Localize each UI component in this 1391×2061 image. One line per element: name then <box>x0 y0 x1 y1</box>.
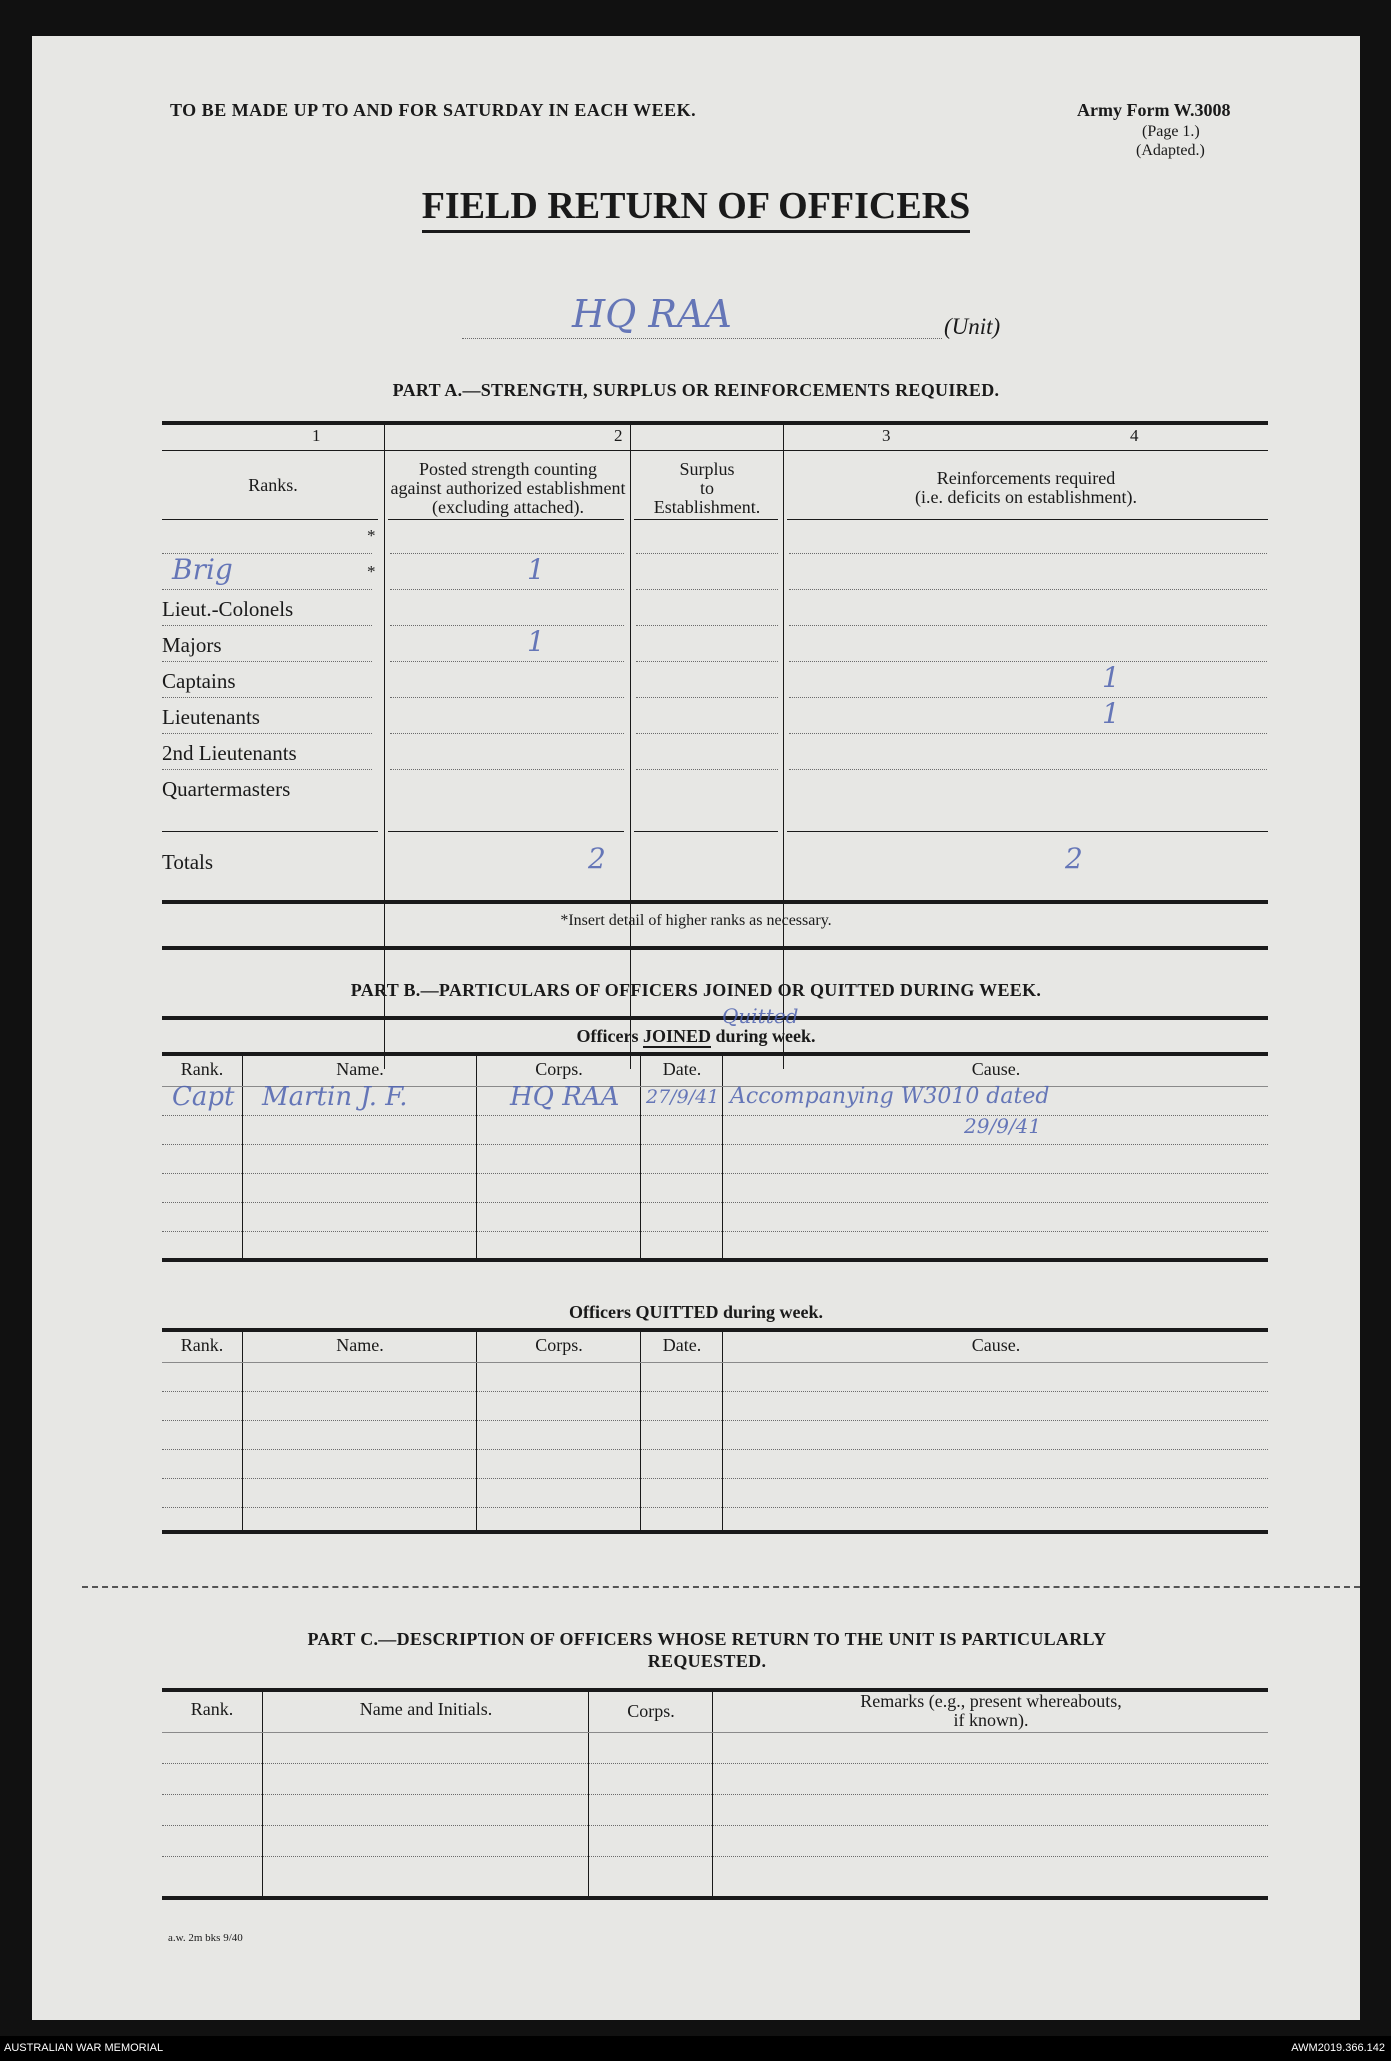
unit-label: (Unit) <box>944 314 1001 339</box>
footnote: *Insert detail of higher ranks as necessary. <box>560 912 832 929</box>
joined-entry-row <box>32 1082 1360 1152</box>
rank-row <box>32 663 1360 699</box>
rank-row <box>32 771 1360 807</box>
rank-row <box>32 555 1360 591</box>
joined-col-cause: Cause. <box>971 1059 1021 1079</box>
joined-overwrite-handwritten: Quitted <box>722 1004 799 1028</box>
joined-name: Martin J. F. <box>262 1082 408 1112</box>
rank-row <box>32 627 1360 663</box>
joined-col-rank: Rank. <box>180 1059 224 1079</box>
joined-cause-line2: 29/9/41 <box>964 1114 1042 1138</box>
rank-label: Captains <box>162 669 236 693</box>
joined-rank: Capt <box>172 1082 235 1112</box>
rank-label-handwritten: Brig <box>172 553 233 586</box>
joined-corps: HQ RAA <box>510 1082 620 1112</box>
joined-date: 27/9/41 <box>646 1086 720 1108</box>
page-title: FIELD RETURN OF OFFICERS <box>32 184 1360 228</box>
joined-cause-line1: Accompanying W3010 dated <box>730 1084 1050 1109</box>
unit-handwritten: HQ RAA <box>572 292 732 336</box>
form-sheet <box>32 36 1360 2020</box>
joined-title: Officers JOINED during week. <box>576 1026 816 1046</box>
archive-id: AWM2019.366.142 <box>1291 2042 1385 2054</box>
partc-col-rank: Rank. <box>190 1699 234 1719</box>
totals-label: Totals <box>162 850 214 874</box>
ranks-table <box>32 519 1360 869</box>
joined-col-corps: Corps. <box>535 1059 583 1079</box>
form-number: Army Form W.3008 <box>1077 100 1231 120</box>
archive-name: AUSTRALIAN WAR MEMORIAL <box>4 2042 164 2054</box>
part-a-heading: PART A.—STRENGTH, SURPLUS OR REINFORCEMENTS REQUIRED. <box>392 380 1000 400</box>
rank-label: Majors <box>162 633 222 657</box>
partc-col-corps: Corps. <box>627 1701 675 1721</box>
rank-row <box>32 735 1360 771</box>
col-number-1: 1 <box>312 426 321 445</box>
rank-row <box>32 699 1360 735</box>
posted-value: 1 <box>527 553 545 586</box>
adapted-note: (Adapted.) <box>1136 142 1205 159</box>
quitted-col-date: Date. <box>662 1335 702 1355</box>
quitted-col-cause: Cause. <box>971 1335 1021 1355</box>
rank-label: 2nd Lieutenants <box>162 741 297 765</box>
rank-asterisk: * <box>367 526 376 545</box>
totals-posted: 2 <box>588 842 606 875</box>
surplus-header: Surplus to Establishment. <box>653 459 761 517</box>
instruction-text: TO BE MADE UP TO AND FOR SATURDAY IN EACH WEEK. <box>170 100 697 120</box>
archive-footer <box>0 2036 1391 2061</box>
rank-label: Lieutenants <box>162 705 260 729</box>
rank-asterisk: * <box>367 562 376 581</box>
page-indicator: (Page 1.) <box>1142 123 1200 140</box>
totals-reinforcements: 2 <box>1065 842 1083 875</box>
perforation-line <box>82 1586 1360 1588</box>
col-number-2: 2 <box>614 426 623 445</box>
reinf-value: 1 <box>1102 697 1120 730</box>
partc-col-remarks: Remarks (e.g., present whereabouts, if known). <box>860 1691 1122 1730</box>
col-number-3: 3 <box>882 426 891 445</box>
rank-row <box>32 519 1360 555</box>
reinforcements-header: Reinforcements required (i.e. deficits on establishment). <box>915 468 1137 507</box>
print-code: a.w. 2m bks 9/40 <box>168 1932 243 1944</box>
unit-dotted-line <box>462 338 942 339</box>
rank-label: Quartermasters <box>162 777 291 801</box>
quitted-title: Officers QUITTED during week. <box>568 1302 823 1322</box>
joined-col-date: Date. <box>662 1059 702 1079</box>
quitted-col-corps: Corps. <box>535 1335 583 1355</box>
posted-value: 1 <box>527 625 545 658</box>
col-number-4: 4 <box>1130 426 1139 445</box>
rank-label: Lieut.-Colonels <box>162 597 294 621</box>
part-b-heading: PART B.—PARTICULARS OF OFFICERS JOINED OR QUITTED DURING WEEK. <box>350 980 1042 1000</box>
partc-col-name: Name and Initials. <box>359 1699 493 1719</box>
reinf-value: 1 <box>1102 661 1120 694</box>
ranks-header: Ranks. <box>248 475 298 495</box>
part-c-heading: PART C.—DESCRIPTION OF OFFICERS WHOSE RETURN TO THE UNIT IS PARTICULARLY REQUESTED. <box>307 1629 1107 1671</box>
rank-row <box>32 591 1360 627</box>
quitted-col-name: Name. <box>336 1335 384 1355</box>
posted-header: Posted strength counting against authorized establishment (excluding attached). <box>390 459 626 517</box>
joined-col-name: Name. <box>336 1059 384 1079</box>
quitted-col-rank: Rank. <box>180 1335 224 1355</box>
